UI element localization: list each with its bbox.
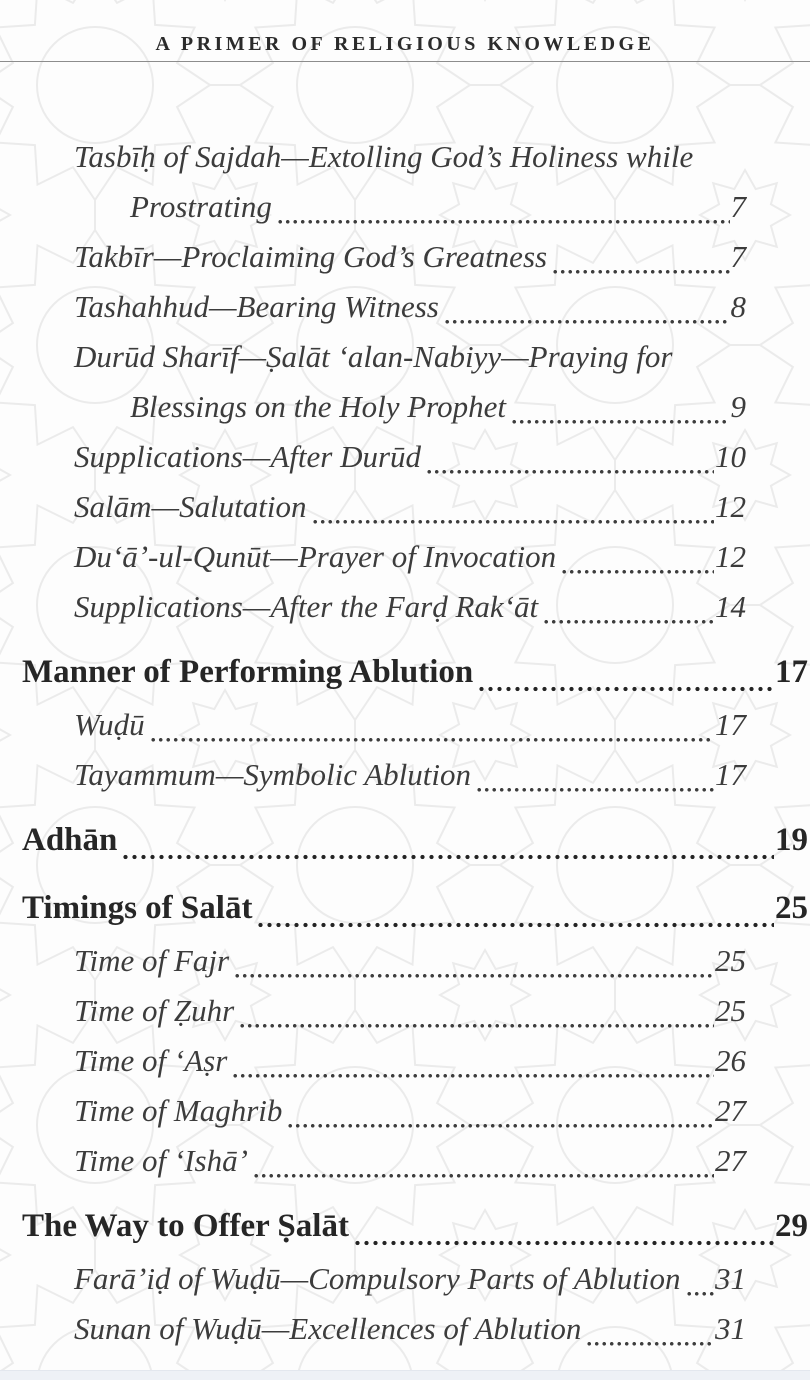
dot-leader bbox=[233, 1073, 714, 1079]
toc-entry[interactable] bbox=[22, 332, 810, 432]
dot-leader bbox=[235, 973, 714, 979]
toc-entry-title: Time of Maghrib bbox=[74, 1093, 283, 1128]
toc-entry-line bbox=[74, 750, 746, 800]
toc-entry[interactable] bbox=[22, 232, 810, 282]
toc-entry-line bbox=[74, 382, 746, 432]
toc-entry-line bbox=[74, 532, 746, 582]
toc-entry[interactable] bbox=[22, 986, 810, 1036]
toc-entry-line bbox=[74, 1086, 746, 1136]
toc-page-number: 12 bbox=[715, 489, 746, 524]
toc-entry-title: Supplications—After Durūd bbox=[74, 439, 422, 474]
toc-page-number: 19 bbox=[775, 822, 808, 858]
toc-entry-line bbox=[74, 482, 746, 532]
toc-page-number: 25 bbox=[715, 943, 746, 978]
toc-entry-line bbox=[74, 132, 746, 182]
toc-page-number: 8 bbox=[730, 289, 746, 324]
toc-entry[interactable] bbox=[22, 1254, 810, 1304]
toc-entry[interactable] bbox=[22, 880, 810, 936]
dot-leader bbox=[151, 737, 714, 743]
toc-page-number: 17 bbox=[715, 707, 746, 742]
toc-page-number: 31 bbox=[715, 1311, 746, 1346]
toc-page-number: 31 bbox=[715, 1261, 746, 1296]
toc-entry-line bbox=[74, 332, 746, 382]
dot-leader bbox=[562, 569, 714, 575]
toc-entry-title: Timings of Salāt bbox=[22, 890, 253, 926]
dot-leader bbox=[445, 319, 730, 325]
toc-entry-line bbox=[22, 644, 808, 700]
toc-entry-title: Time of Ẓuhr bbox=[74, 993, 235, 1028]
toc-entry-title: Prostrating bbox=[130, 189, 272, 224]
toc-entry-line bbox=[74, 1136, 746, 1186]
toc-entry-title: The Way to Offer Ṣalāt bbox=[22, 1208, 349, 1244]
toc-entry-line bbox=[22, 1198, 808, 1254]
dot-leader bbox=[587, 1341, 714, 1347]
toc-page-number: 7 bbox=[730, 189, 746, 224]
toc-entry[interactable] bbox=[22, 1036, 810, 1086]
toc-entry-title: Farāʼiḍ of Wuḍū—Compulsory Parts of Ablution bbox=[74, 1261, 681, 1296]
toc-page-number: 25 bbox=[775, 890, 808, 926]
dot-leader bbox=[313, 519, 714, 525]
toc-page-number: 17 bbox=[715, 757, 746, 792]
toc-entry[interactable] bbox=[22, 936, 810, 986]
dot-leader bbox=[479, 686, 774, 692]
dot-leader bbox=[254, 1173, 714, 1179]
dot-leader bbox=[355, 1240, 774, 1246]
toc-entry[interactable] bbox=[22, 582, 810, 632]
toc-entry[interactable] bbox=[22, 644, 810, 700]
toc-entry[interactable] bbox=[22, 1136, 810, 1186]
dot-leader bbox=[240, 1023, 714, 1029]
toc-entry-line bbox=[74, 1036, 746, 1086]
dot-leader bbox=[427, 469, 714, 475]
toc-page-number: 25 bbox=[715, 993, 746, 1028]
toc-entry[interactable] bbox=[22, 1304, 810, 1354]
toc-entry[interactable] bbox=[22, 812, 810, 868]
dot-leader bbox=[258, 922, 774, 928]
toc-entry-line bbox=[74, 986, 746, 1036]
toc-page-number: 29 bbox=[775, 1208, 808, 1244]
dot-leader bbox=[278, 219, 730, 225]
toc-entry[interactable] bbox=[22, 1198, 810, 1254]
dot-leader bbox=[687, 1291, 714, 1297]
toc-entry-title: Time of ʻAṣr bbox=[74, 1043, 228, 1078]
toc-entry-title: Tasbīḥ of Sajdah—Extolling God’s Holiness while bbox=[74, 139, 694, 174]
header-rule bbox=[0, 61, 810, 62]
dot-leader bbox=[512, 419, 730, 425]
toc-page-number: 17 bbox=[775, 654, 808, 690]
toc-entry-line bbox=[74, 1304, 746, 1354]
toc-entry-line bbox=[74, 282, 746, 332]
toc-page-number: 7 bbox=[730, 239, 746, 274]
toc-entry[interactable] bbox=[22, 482, 810, 532]
bottom-edge-strip bbox=[0, 1370, 810, 1380]
toc-entry-title: Durūd Sharīf—Ṣalāt ʻalan-Nabiyy—Praying for bbox=[74, 339, 673, 374]
toc-entry-title: Time of Fajr bbox=[74, 943, 230, 978]
toc-entry-line bbox=[74, 432, 746, 482]
toc-entry-title: Sunan of Wuḍū—Excellences of Ablution bbox=[74, 1311, 582, 1346]
toc-page-number: 9 bbox=[730, 389, 746, 424]
toc-entry-title: Time of ʻIshāʼ bbox=[74, 1143, 248, 1178]
toc-entry-title: Supplications—After the Farḍ Rakʻāt bbox=[74, 589, 539, 624]
toc-entry[interactable] bbox=[22, 132, 810, 232]
toc-page-number: 26 bbox=[715, 1043, 746, 1078]
toc-entry-line bbox=[22, 812, 808, 868]
toc-entry-line bbox=[74, 1254, 746, 1304]
toc-entry[interactable] bbox=[22, 432, 810, 482]
toc-page-number: 14 bbox=[715, 589, 746, 624]
toc-entry-line bbox=[74, 700, 746, 750]
dot-leader bbox=[544, 619, 714, 625]
toc-page-number: 10 bbox=[715, 439, 746, 474]
dot-leader bbox=[477, 787, 714, 793]
toc-entry-title: Wuḍū bbox=[74, 707, 145, 742]
toc-entry-title: Adhān bbox=[22, 822, 118, 858]
toc-entry-title: Takbīr—Proclaiming God’s Greatness bbox=[74, 239, 548, 274]
toc-entry[interactable] bbox=[22, 1086, 810, 1136]
toc-entry-line bbox=[22, 880, 808, 936]
toc-list bbox=[0, 132, 810, 1354]
toc-page-number: 12 bbox=[715, 539, 746, 574]
toc-entry[interactable] bbox=[22, 532, 810, 582]
toc-page-number: 27 bbox=[715, 1143, 746, 1178]
toc-entry-title: Manner of Performing Ablution bbox=[22, 654, 474, 690]
running-header: A PRIMER OF RELIGIOUS KNOWLEDGE bbox=[155, 33, 655, 55]
toc-entry[interactable] bbox=[22, 700, 810, 750]
toc-entry-title: Tashahhud—Bearing Witness bbox=[74, 289, 439, 324]
toc-entry-line bbox=[74, 182, 746, 232]
toc-entry-title: Blessings on the Holy Prophet bbox=[130, 389, 506, 424]
toc-entry-line bbox=[74, 936, 746, 986]
dot-leader bbox=[553, 269, 729, 275]
toc-entry-title: Duʻāʼ-ul-Qunūt—Prayer of Invocation bbox=[74, 539, 557, 574]
toc-entry-title: Salām—Salutation bbox=[74, 489, 307, 524]
toc-entry[interactable] bbox=[22, 750, 810, 800]
toc-entry-line bbox=[74, 582, 746, 632]
toc-entry-line bbox=[74, 232, 746, 282]
dot-leader bbox=[123, 854, 774, 860]
toc-entry[interactable] bbox=[22, 282, 810, 332]
dot-leader bbox=[288, 1123, 714, 1129]
toc-entry-title: Tayammum—Symbolic Ablution bbox=[74, 757, 471, 792]
toc-page-number: 27 bbox=[715, 1093, 746, 1128]
